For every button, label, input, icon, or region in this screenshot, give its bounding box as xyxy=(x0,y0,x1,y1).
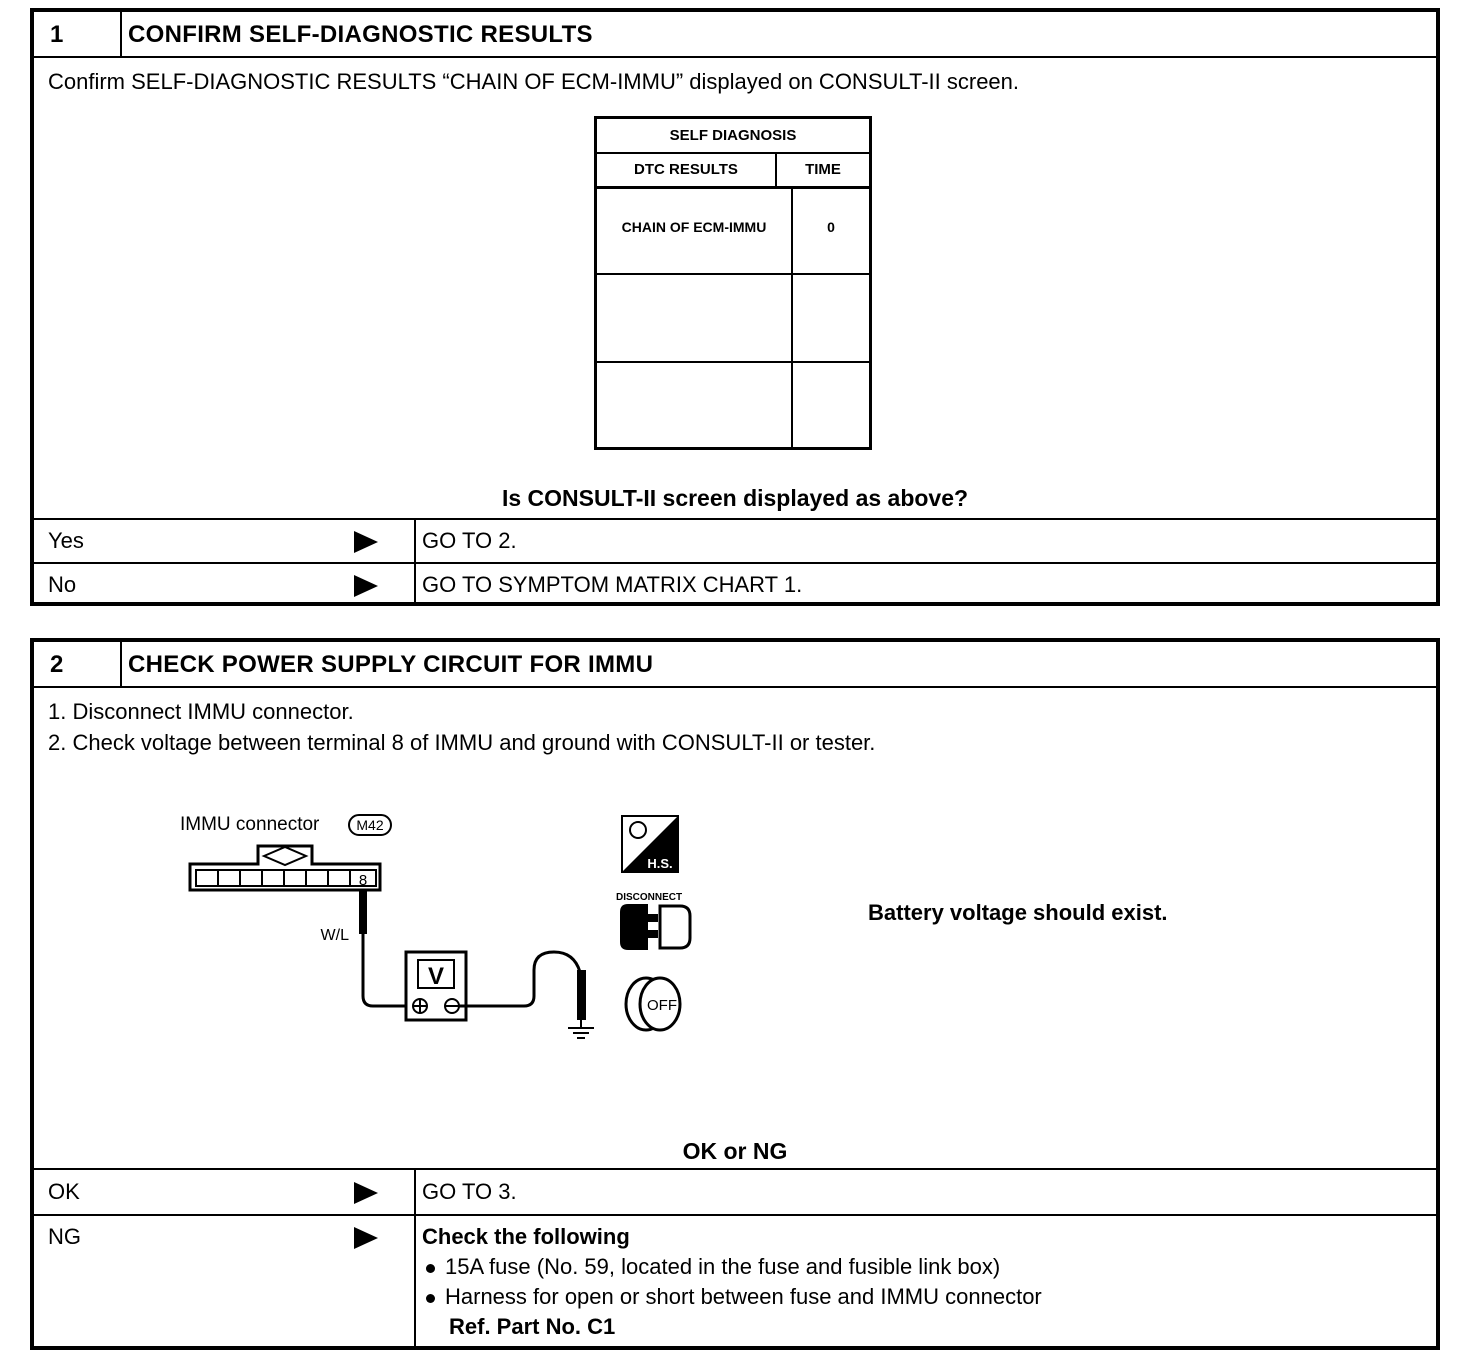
expected-result: Battery voltage should exist. xyxy=(868,900,1168,925)
hs-icon xyxy=(620,814,682,876)
column-header-dtc: DTC RESULTS xyxy=(597,154,777,189)
outcome-label: NG xyxy=(48,1224,81,1249)
instruction-2: 2. Check voltage between terminal 8 of IMMU and ground with CONSULT-II or tester. xyxy=(48,730,876,755)
step-number: 1 xyxy=(50,21,64,48)
step-title: CHECK POWER SUPPLY CIRCUIT FOR IMMU xyxy=(128,651,654,678)
ng-action-title: Check the following xyxy=(422,1224,630,1249)
ignition-off-icon xyxy=(622,972,692,1036)
probe-positive xyxy=(359,890,367,934)
step-2-header xyxy=(34,642,1436,688)
arrow-right-icon xyxy=(354,1182,378,1204)
bullet-text: Harness for open or short between fuse and IMMU connector xyxy=(445,1284,1042,1309)
probe-negative xyxy=(577,970,586,1020)
step-1-question: Is CONSULT-II screen displayed as above? xyxy=(501,485,969,511)
consult-screen-table xyxy=(594,116,872,450)
step-2-block xyxy=(30,638,1440,1350)
row-divider xyxy=(414,1170,416,1214)
arrow-right-icon xyxy=(354,531,378,553)
screen-caption: SELF DIAGNOSIS xyxy=(597,119,869,154)
step-1-instruction: Confirm SELF-DIAGNOSTIC RESULTS “CHAIN OF ECM-IMMU” displayed on CONSULT-II screen. xyxy=(48,69,1020,94)
outcome-row-yes xyxy=(34,518,1436,562)
outcome-label: No xyxy=(48,572,77,597)
wire-negative xyxy=(459,952,580,1006)
svg-text:OFF: OFF xyxy=(647,997,677,1014)
step-1-block xyxy=(30,8,1440,606)
instruction-1: 1. Disconnect IMMU connector. xyxy=(48,699,354,724)
list-item xyxy=(422,1254,1000,1280)
table-row-divider xyxy=(597,273,869,275)
voltmeter-symbol: V xyxy=(427,963,445,990)
list-item xyxy=(422,1284,1042,1310)
reference-part: Ref. Part No. C1 xyxy=(449,1314,616,1339)
outcome-row-ok xyxy=(34,1168,1436,1214)
outcome-action: GO TO 3. xyxy=(422,1179,517,1204)
header-divider xyxy=(120,12,122,56)
outcome-action: GO TO SYMPTOM MATRIX CHART 1. xyxy=(422,572,803,597)
connector-latch xyxy=(264,847,306,865)
row-divider xyxy=(414,520,416,562)
step-number: 2 xyxy=(50,651,64,678)
arrow-right-icon xyxy=(354,1227,378,1249)
time-value: 0 xyxy=(827,219,835,235)
arrow-right-icon xyxy=(354,575,378,597)
connector-label: IMMU connector xyxy=(180,814,320,835)
step-1-header xyxy=(34,12,1436,58)
outcome-row-no xyxy=(34,562,1436,606)
bullet-icon xyxy=(426,1294,435,1303)
row-divider xyxy=(414,1216,416,1348)
header-divider xyxy=(120,642,122,686)
bullet-icon xyxy=(426,1264,435,1273)
column-header-time: TIME xyxy=(777,154,869,189)
wire-color-label: W/L xyxy=(320,927,349,944)
svg-text:DISCONNECT: DISCONNECT xyxy=(616,892,683,903)
disconnect-icon xyxy=(614,888,698,958)
outcome-label: OK xyxy=(48,1179,80,1204)
outcome-action: GO TO 2. xyxy=(422,528,517,553)
terminal-number: 8 xyxy=(358,872,368,889)
svg-text:H.S.: H.S. xyxy=(647,856,673,871)
row-divider xyxy=(414,564,416,606)
terminal-dividers xyxy=(218,870,350,886)
step-title: CONFIRM SELF-DIAGNOSTIC RESULTS xyxy=(128,21,593,48)
connector-code: M42 xyxy=(356,817,384,833)
bullet-text: 15A fuse (No. 59, located in the fuse and fusible link box) xyxy=(445,1254,1001,1279)
step-2-question: OK or NG xyxy=(682,1138,788,1164)
table-row-divider xyxy=(597,361,869,363)
outcome-label: Yes xyxy=(48,528,84,553)
outcome-row-ng xyxy=(34,1214,1436,1348)
dtc-result-value: CHAIN OF ECM-IMMU xyxy=(621,219,767,235)
voltage-check-diagram xyxy=(174,802,634,1052)
